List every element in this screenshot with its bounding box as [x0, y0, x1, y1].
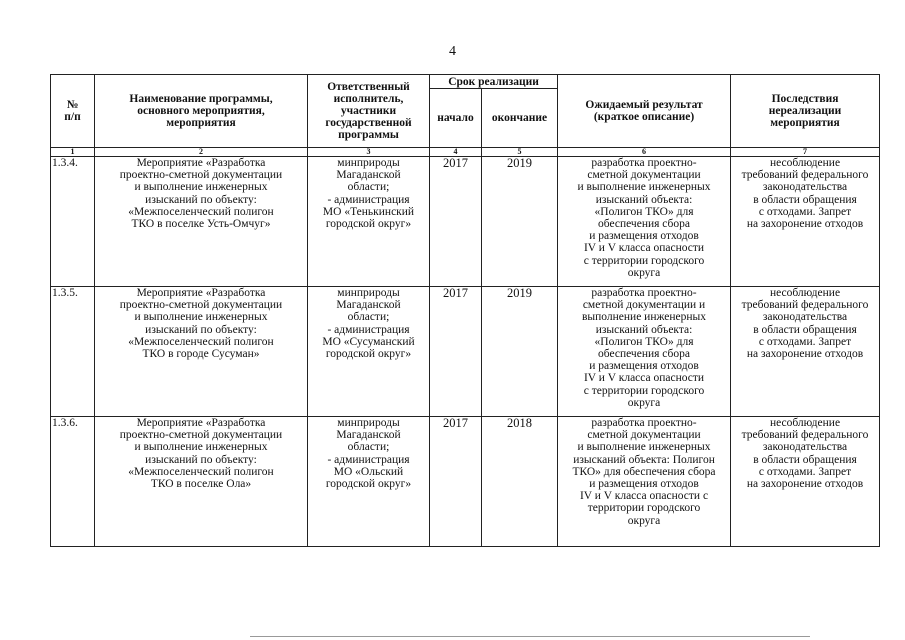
cell-line: и выполнение инженерных	[134, 441, 268, 454]
bottom-rule	[250, 636, 810, 637]
cell-line: обеспечения сбора	[598, 218, 690, 231]
start-year: 2017	[430, 287, 482, 417]
cell-line: мероприятия	[770, 117, 840, 129]
cell-line: с территории городского	[583, 254, 705, 267]
cell-line: Магаданской	[336, 169, 401, 182]
cell-line: ТКО в поселке Ола»	[150, 478, 252, 491]
cell-line: изысканий объекта:	[595, 193, 693, 206]
cell-line: территории городского	[587, 502, 701, 515]
program-name	[95, 157, 308, 287]
cell-line: сметной документации	[587, 429, 701, 442]
cell-line: и выполнение инженерных	[577, 441, 711, 454]
header-executor	[308, 75, 430, 148]
header-result	[558, 75, 731, 148]
cell-line: требований федерального	[741, 299, 869, 312]
cell-line: городской округ»	[325, 348, 412, 361]
cell-line: МО «Ольский	[333, 465, 404, 478]
cell-line: несоблюдение	[769, 157, 841, 169]
program-name	[95, 417, 308, 547]
cell-line: округа	[627, 396, 661, 409]
cell-line: - администрация	[327, 193, 410, 206]
cell-line: и выполнение инженерных	[577, 181, 711, 194]
cell-line: минприроды	[337, 157, 400, 169]
row-number: 1.3.6.	[51, 417, 95, 547]
cell-line: городской округ»	[325, 478, 412, 491]
end-year: 2018	[482, 417, 558, 547]
cell-line: Последствия	[771, 93, 839, 105]
cell-line: (краткое описание)	[593, 111, 695, 123]
column-number: 3	[308, 148, 430, 157]
cell-line: выполнение инженерных	[581, 311, 707, 324]
column-number: 6	[558, 148, 731, 157]
start-year: 2017	[430, 157, 482, 287]
cell-line: и размещения отходов	[589, 360, 699, 373]
cell-line: в области обращения	[753, 453, 857, 466]
cell-line: «Межпоселенческий полигон	[128, 335, 274, 348]
cell-line: №	[66, 99, 79, 111]
expected-result	[558, 417, 731, 547]
cell-line: законодательства	[762, 181, 848, 194]
cell-line: на захоронение отходов	[746, 348, 864, 361]
header-name	[95, 75, 308, 148]
cell-line: «Межпоселенческий полигон	[128, 465, 274, 478]
consequences	[731, 287, 880, 417]
program-table	[50, 74, 880, 547]
end-year: 2019	[482, 287, 558, 417]
table-row	[51, 157, 880, 287]
cell-line: - администрация	[327, 453, 410, 466]
cell-line: МО «Сусуманский	[322, 335, 415, 348]
cell-line: изысканий объекта: Полигон	[573, 453, 715, 466]
cell-line: «Полигон ТКО» для	[594, 335, 694, 348]
start-year: 2017	[430, 417, 482, 547]
cell-line: изысканий по объекту:	[145, 193, 257, 206]
cell-line: несоблюдение	[769, 287, 841, 299]
header-period: Срок реализации	[430, 75, 558, 89]
cell-line: разработка проектно-	[591, 417, 697, 429]
cell-line: мероприятия	[166, 117, 236, 129]
cell-line: изысканий по объекту:	[145, 323, 257, 336]
cell-line: сметной документации	[587, 169, 701, 182]
cell-line: с отходами. Запрет	[758, 205, 852, 218]
program-name	[95, 287, 308, 417]
cell-line: требований федерального	[741, 169, 869, 182]
row-number: 1.3.4.	[51, 157, 95, 287]
table-row	[51, 287, 880, 417]
cell-line: «Межпоселенческий полигон	[128, 205, 274, 218]
cell-line: требований федерального	[741, 429, 869, 442]
cell-line: с отходами. Запрет	[758, 465, 852, 478]
cell-line: разработка проектно-	[591, 287, 697, 299]
cell-line: Мероприятие «Разработка	[136, 417, 266, 429]
cell-line: с территории городского	[583, 384, 705, 397]
executor	[308, 157, 430, 287]
cell-line: МО «Тенькинский	[322, 205, 415, 218]
cell-line: Ожидаемый результат	[585, 99, 703, 111]
cell-line: сметной документации и	[582, 299, 706, 312]
cell-line: разработка проектно-	[591, 157, 697, 169]
cell-line: проектно-сметной документации	[119, 169, 283, 182]
header-consequences	[731, 75, 880, 148]
cell-line: с отходами. Запрет	[758, 335, 852, 348]
cell-line: округа	[627, 266, 661, 279]
header-num	[51, 75, 95, 148]
column-number: 4	[430, 148, 482, 157]
cell-line: несоблюдение	[769, 417, 841, 429]
expected-result	[558, 287, 731, 417]
cell-line: нереализации	[768, 105, 842, 117]
cell-line: области;	[347, 311, 390, 324]
cell-line: Магаданской	[336, 429, 401, 442]
column-number: 1	[51, 148, 95, 157]
executor	[308, 287, 430, 417]
cell-line: городской округ»	[325, 218, 412, 231]
cell-line: округа	[627, 514, 661, 527]
cell-line: IV и V класса опасности с	[579, 490, 709, 503]
cell-line: в области обращения	[753, 323, 857, 336]
cell-line: проектно-сметной документации	[119, 429, 283, 442]
cell-line: и выполнение инженерных	[134, 181, 268, 194]
cell-line: Ответственный	[327, 81, 410, 93]
cell-line: на захоронение отходов	[746, 218, 864, 231]
expected-result	[558, 157, 731, 287]
cell-line: и выполнение инженерных	[134, 311, 268, 324]
cell-line: исполнитель,	[333, 93, 404, 105]
cell-line: законодательства	[762, 311, 848, 324]
cell-line: изысканий по объекту:	[145, 453, 257, 466]
cell-line: Наименование программы,	[129, 93, 273, 105]
column-number: 2	[95, 148, 308, 157]
column-number: 5	[482, 148, 558, 157]
cell-line: п/п	[64, 111, 81, 123]
cell-line: ТКО» для обеспечения сбора	[572, 465, 716, 478]
cell-line: IV и V класса опасности	[583, 242, 705, 255]
cell-line: на захоронение отходов	[746, 478, 864, 491]
cell-line: «Полигон ТКО» для	[594, 205, 694, 218]
cell-line: обеспечения сбора	[598, 348, 690, 361]
cell-line: минприроды	[337, 287, 400, 299]
cell-line: - администрация	[327, 323, 410, 336]
cell-line: ТКО в городе Сусуман»	[142, 348, 260, 361]
column-number: 7	[731, 148, 880, 157]
consequences	[731, 417, 880, 547]
cell-line: законодательства	[762, 441, 848, 454]
cell-line: IV и V класса опасности	[583, 372, 705, 385]
cell-line: в области обращения	[753, 193, 857, 206]
cell-line: Мероприятие «Разработка	[136, 157, 266, 169]
consequences	[731, 157, 880, 287]
cell-line: участники	[340, 105, 397, 117]
cell-line: области;	[347, 181, 390, 194]
cell-line: проектно-сметной документации	[119, 299, 283, 312]
executor	[308, 417, 430, 547]
cell-line: Мероприятие «Разработка	[136, 287, 266, 299]
cell-line: и размещения отходов	[589, 230, 699, 243]
cell-line: области;	[347, 441, 390, 454]
cell-line: минприроды	[337, 417, 400, 429]
header-start: начало	[430, 89, 482, 148]
cell-line: и размещения отходов	[589, 478, 699, 491]
cell-line: Магаданской	[336, 299, 401, 312]
row-number: 1.3.5.	[51, 287, 95, 417]
page-number: 4	[449, 44, 456, 59]
header-end: окончание	[482, 89, 558, 148]
cell-line: программы	[338, 129, 399, 141]
cell-line: изысканий объекта:	[595, 323, 693, 336]
cell-line: государственной	[325, 117, 412, 129]
table-row	[51, 417, 880, 547]
cell-line: основного мероприятия,	[137, 105, 265, 117]
end-year: 2019	[482, 157, 558, 287]
column-numbers-row	[51, 148, 880, 157]
cell-line: ТКО в поселке Усть-Омчуг»	[131, 218, 271, 231]
